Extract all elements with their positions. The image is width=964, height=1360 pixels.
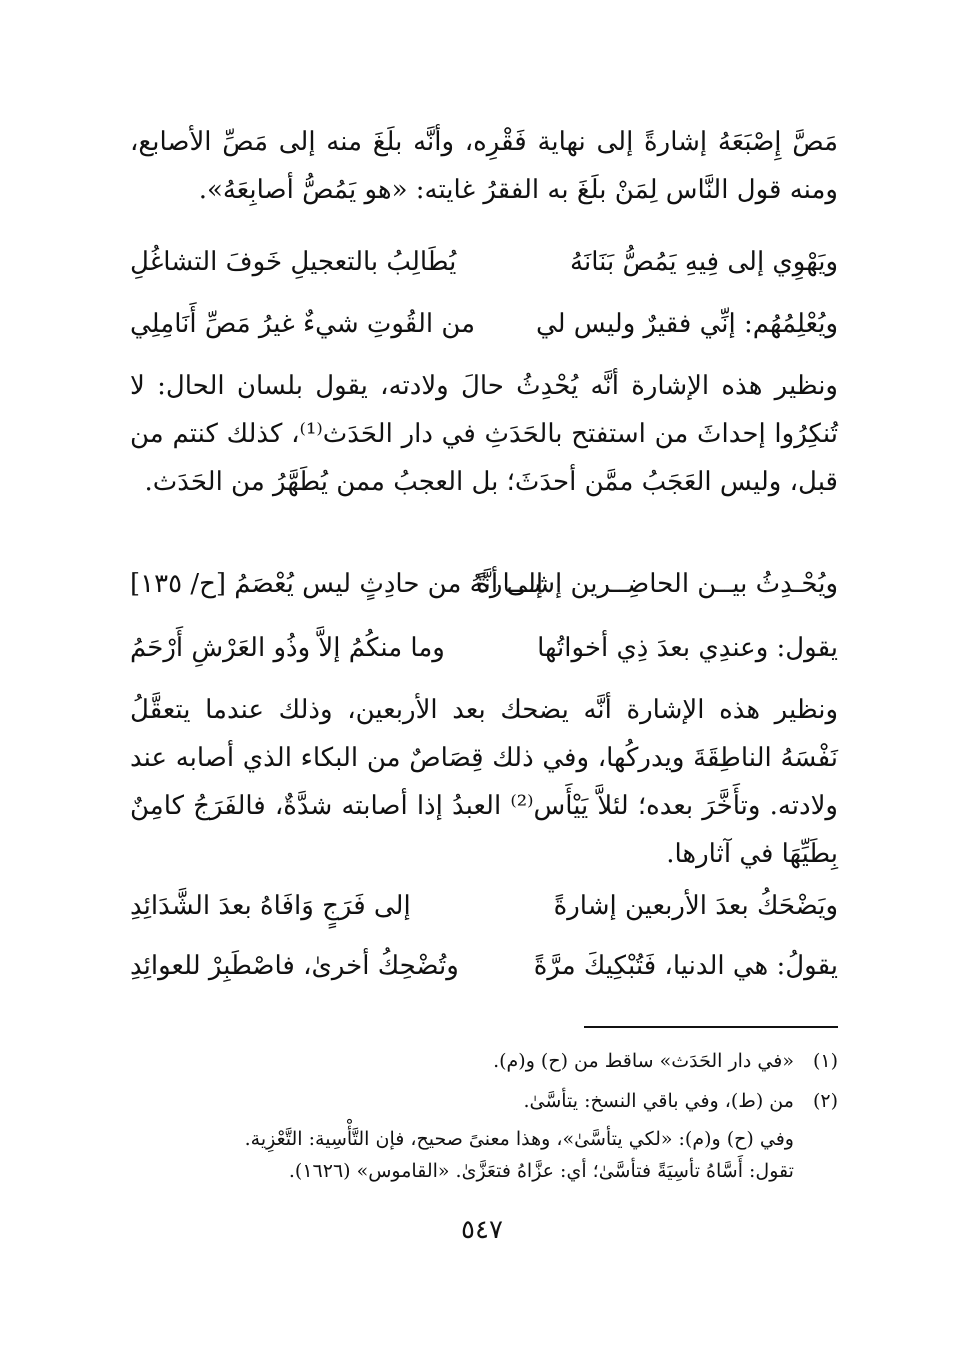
verse-5-second-hemistich: إلى فَرَجٍ وَافَاهُ بعدَ الشَّدَائِدِ [130, 891, 411, 921]
verse-4-first-hemistich: يقول: وعندِي بعدَ ذِي أخواتُها [537, 633, 838, 663]
footnote-2-continuation-1-text: وفي (ح) و(م): «لكي يتأسَّىٰ»، وهذا معنىً صحيح، فإن التَّأْسِية: التَّعْزِية. [244, 1128, 794, 1150]
footnote-separator [584, 1026, 838, 1028]
verse-3-second-hemistich: إلى أنَّهُ من حادِثٍ ليس يُعْصَمُ [ح/ ١٣٥] [130, 569, 544, 599]
paragraph-1: مَصَّ إِصْبَعَهُ إشارةً إلى نهاية فَقْرِه، وأنَّه بلَغَ منه إلى مَصِّ الأصابع، ومنه قول النَّاس لِمَنْ بلَغَ به الفقرُ غايته: «هو يَمُصُّ أصابِعَهُ». [130, 127, 838, 205]
paragraph-2: ونظير هذه الإشارة أنَّه يُحْدِثُ حالَ ولادته، يقول بلسان الحال: لا تُنكِرُوا إحداثَ من استفتح بالحَدَثِ في دار الحَدَث⁽¹⁾، كذلك كنتم من قبل، وليس العَجَبُ ممَّن أحدَثَ؛ بل العجبُ ممن يُطَهَّرُ من الحَدَث. [130, 371, 838, 497]
footnote-2 [130, 1086, 838, 1116]
verse-2 [130, 300, 838, 348]
verse-4 [130, 624, 838, 672]
page-number: ٥٤٧ [461, 1215, 503, 1245]
verse-6-second-hemistich: وتُضْحِكُ أخرىٰ، فاصْطَبِرْ للعوائِدِ [130, 951, 459, 981]
footnote-2-number: (٢) [812, 1090, 838, 1112]
footnote-1-text: «في دار الحَدَث» ساقط من (ح) و(م). [493, 1050, 794, 1072]
verse-2-second-hemistich: من القُوتِ شيءٌ غيرُ مَصِّ أَنَامِلِي [130, 309, 476, 339]
footnote-2-continuation-2-text: تقول: أَسَّاهُ تأسِيَةً فتأسَّىٰ؛ أي: عزَّاهُ فتعَزَّىٰ. «القاموس» (١٦٢٦). [288, 1160, 794, 1182]
verse-1-first-hemistich: ويَهْوِي إلى فِيهِ يَمُصُّ بَنَانَهُ [570, 247, 838, 277]
verse-6 [130, 942, 838, 990]
paragraph-3: ونظير هذه الإشارة أنَّه يضحك بعد الأربعين، وذلك عندما يتعقَّلُ نَفْسَهُ الناطِقَةَ ويدركُها، وفي ذلك قِصَاصٌ من البكاء الذي أصابه عند ولادته. وتأَخَّرَ بعده؛ لئلاَّ يَيْأَس⁽²⁾ العبدُ إذا أصابته شدَّةٌ، فالفَرَجُ كامِنٌ بِطَيِّهَا في آثارها. [130, 695, 838, 869]
verse-2-first-hemistich: ويُعْلِمُهُم: إنِّي فقيرٌ وليس لي [535, 309, 838, 339]
footnote-1 [130, 1046, 838, 1076]
verse-1-second-hemistich: يُطَالِبُ بالتعجيلِ خَوفَ التشاغُلِ [130, 247, 457, 277]
footnote-2-continuation-1 [130, 1124, 838, 1154]
verse-3-first-hemistich: ويُحْـدِثُ بيــن الحاضِــرين إشـــارةً [476, 569, 838, 599]
verse-3 [130, 560, 838, 608]
footnote-1-number: (١) [812, 1050, 838, 1072]
verse-1 [130, 238, 838, 286]
footnote-2-continuation-2 [130, 1156, 838, 1186]
footnote-2-text: من (ط)، وفي باقي النسخ: يتأسَّىٰ. [523, 1090, 794, 1112]
verse-6-first-hemistich: يقولُ: هي الدنيا، فَتُبْكِيكَ مرَّةً [533, 951, 838, 981]
verse-4-second-hemistich: وما منكُمُ إلاَّ وذُو العَرْشِ أَرْحَمُ [130, 633, 445, 663]
verse-5 [130, 882, 838, 930]
verse-5-first-hemistich: ويَضْحَكُ بعدَ الأربعين إشارةً [553, 891, 838, 921]
